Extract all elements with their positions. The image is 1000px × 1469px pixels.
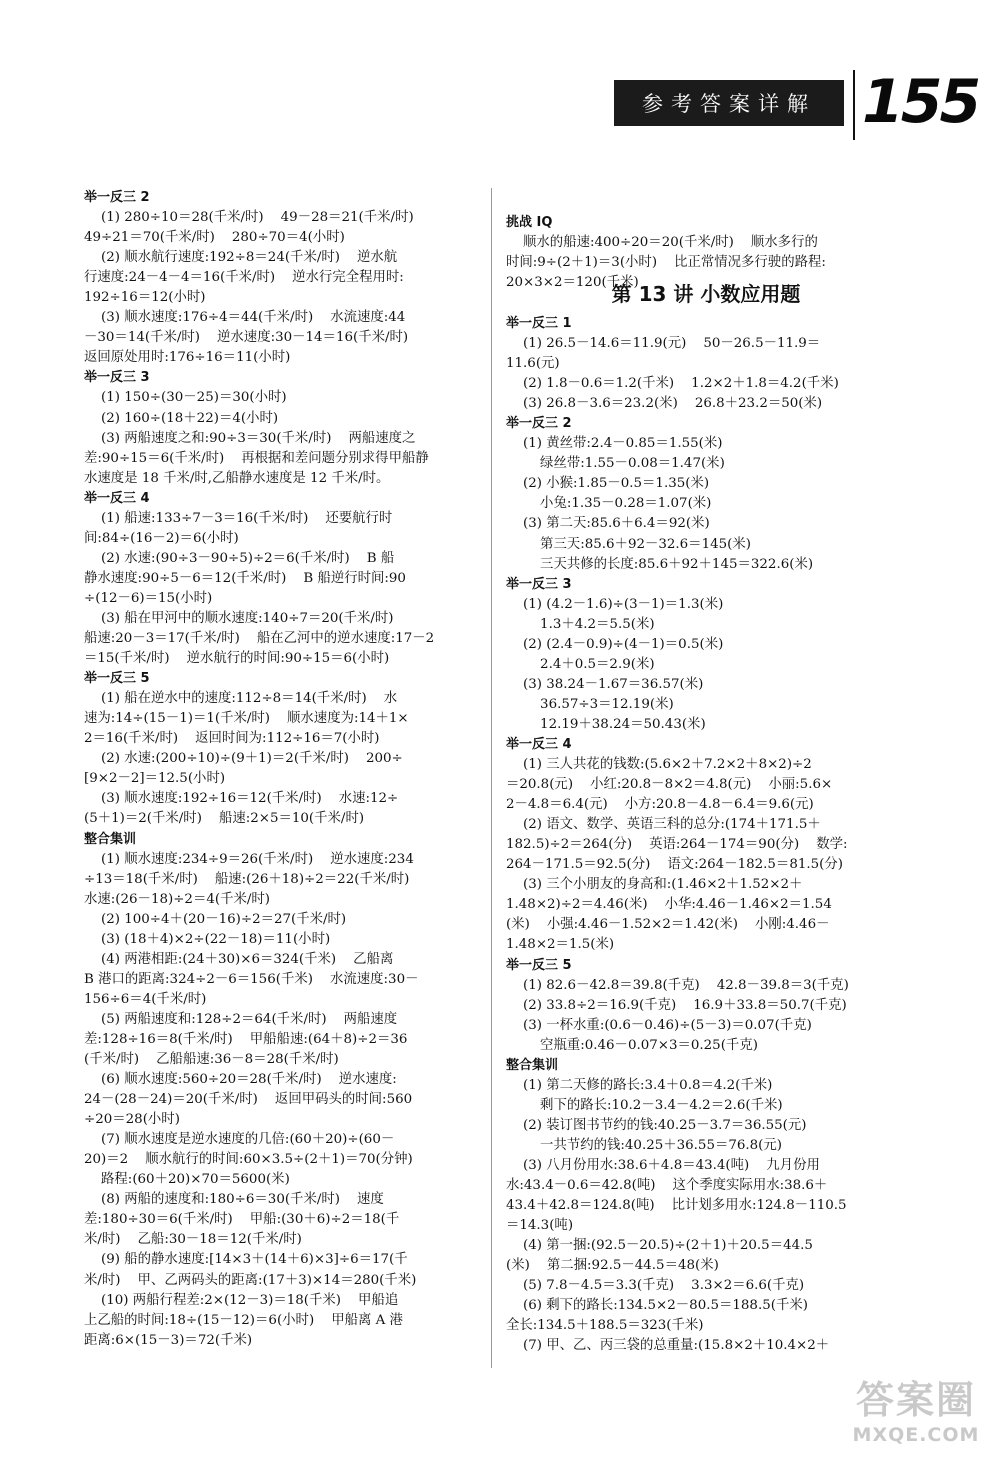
answer-line: ＝20.8(元) 小红:20.8－8×2＝4.8(元) 小丽:5.6× [506, 777, 833, 793]
answer-line: 船速:20－3＝17(千米/时) 船在乙河中的逆水速度:17－2 [84, 631, 435, 647]
answer-line: (米) 第二捆:92.5－44.5＝48(米) [506, 1258, 719, 1274]
answer-line: 空瓶重:0.46－0.07×3＝0.25(千克) [506, 1037, 758, 1053]
section-heading: 整合集训 [84, 831, 137, 847]
answer-line: (6) 剩下的路长:134.5×2－80.5＝188.5(千米) [506, 1298, 808, 1314]
section-heading: 举一反三 2 [84, 190, 150, 205]
answer-line: 20×3×2＝120(千米) [506, 275, 639, 291]
answer-line: 156÷6＝4(千米/时) [84, 991, 207, 1007]
answer-line: 路程:(60＋20)×70＝5600(米) [84, 1172, 290, 1188]
answer-line: (3) 八月份用水:38.6＋4.8＝43.4(吨) 九月份用 [506, 1157, 820, 1173]
answer-line: (1) 第二天修的路长:3.4＋0.8＝4.2(千米) [506, 1077, 773, 1093]
answer-line: 全长:134.5＋188.5＝323(千米) [506, 1318, 704, 1334]
lecture-title: 第 13 讲 小数应用题 [611, 282, 801, 306]
answer-line: (9) 船的静水速度:[14×3＋(14＋6)×3]÷6＝17(千 [84, 1252, 408, 1268]
answer-line: (2) 顺水航行速度:192÷8＝24(千米/时) 逆水航 [84, 250, 398, 266]
answer-line: 2＝16(千米/时) 返回时间为:112÷16＝7(小时) [84, 731, 380, 747]
watermark-url: MXQE.COM [852, 1424, 980, 1446]
answer-line: 返回原处用时:176÷16＝11(小时) [84, 350, 291, 366]
answer-line: (7) 甲、乙、丙三袋的总重量:(15.8×2＋10.4×2＋ [506, 1338, 830, 1354]
answer-line: 时间:9÷(2＋1)＝3(小时) 比正常情况多行驶的路程: [506, 255, 826, 271]
answer-line: 小兔:1.35－0.28＝1.07(米) [506, 496, 712, 512]
section-heading: 举一反三 5 [506, 957, 572, 973]
answer-line: (3) 三个小朋友的身高和:(1.46×2＋1.52×2＋ [506, 877, 803, 893]
section-heading: 举一反三 4 [506, 736, 572, 752]
answer-line: (2) 装订图书节约的钱:40.25－3.7＝36.55(元) [506, 1117, 807, 1133]
answer-line: (6) 顺水速度:560÷20＝28(千米/时) 逆水速度: [84, 1072, 397, 1088]
section-heading: 举一反三 2 [506, 416, 572, 432]
answer-line: (3) 第二天:85.6＋6.4＝92(米) [506, 516, 710, 532]
section-heading: 举一反三 3 [84, 370, 150, 386]
answer-line: (1) 26.5－14.6＝11.9(元) 50－26.5－11.9＝ [506, 336, 821, 352]
answer-line: (10) 两船行程差:2×(12－3)＝18(千米) 甲船追 [84, 1292, 399, 1308]
answer-line: 1.48×2＝1.5(米) [506, 937, 615, 953]
section-heading: 举一反三 5 [84, 671, 150, 687]
answer-line: －30＝14(千米/时) 逆水速度:30－14＝16(千米/时) [84, 330, 409, 346]
answer-line: (7) 顺水速度是逆水速度的几倍:(60＋20)÷(60－ [84, 1132, 395, 1148]
answer-line: (1) (4.2－1.6)÷(3－1)＝1.3(米) [506, 596, 724, 612]
watermark-logo: 答案圈 [855, 1378, 976, 1422]
answer-line: 剩下的路长:10.2－3.4－4.2＝2.6(千米) [506, 1097, 783, 1113]
answer-line: ÷13＝18(千米/时) 船速:(26＋18)÷2＝22(千米/时) [84, 871, 410, 887]
answer-line: 水:43.4－0.6＝42.8(吨) 这个季度实际用水:38.6＋ [506, 1178, 828, 1194]
answer-line: 差:180÷30＝6(千米/时) 甲船:(30＋6)÷2＝18(千 [84, 1212, 400, 1228]
answer-line: (1) 船速:133÷7－3＝16(千米/时) 还要航行时 [84, 510, 393, 526]
answer-line: (5) 7.8－4.5＝3.3(千克) 3.3×2＝6.6(千克) [506, 1278, 805, 1294]
answer-line: ÷(12－6)＝15(小时) [84, 590, 213, 606]
answer-line: (1) 顺水速度:234÷9＝26(千米/时) 逆水速度:234 [84, 851, 414, 867]
answer-line: (5) 两船速度和:128÷2＝64(千米/时) 两船速度 [84, 1011, 398, 1027]
answer-line: 速为:14÷(15－1)＝1(千米/时) 顺水速度为:14＋1× [84, 711, 409, 727]
answer-line: (3) 顺水速度:176÷4＝44(千米/时) 水流速度:44 [84, 310, 406, 326]
answer-line: 264－171.5＝92.5(分) 语文:264－182.5＝81.5(分) [506, 857, 843, 873]
answer-line: 11.6(元) [506, 356, 560, 372]
answer-line: (2) 小猴:1.85－0.5＝1.35(米) [506, 476, 710, 492]
answer-line: 2－4.8＝6.4(元) 小方:20.8－4.8－6.4＝9.6(元) [506, 797, 814, 813]
answer-line: (4) 两港相距:(24＋30)×6＝324(千米) 乙船离 [84, 951, 394, 967]
answer-line: (3) 38.24－1.67＝36.57(米) [506, 676, 704, 692]
answer-line: (3) 两船速度之和:90÷3＝30(千米/时) 两船速度之 [84, 430, 416, 446]
answer-line: 米/时) 乙船:30－18＝12(千米/时) [84, 1232, 302, 1248]
header-divider [853, 70, 855, 140]
answer-line: 静水速度:90÷5－6＝12(千米/时) B 船逆行时间:90 [84, 570, 406, 586]
answer-line: (3) 一杯水重:(0.6－0.46)÷(5－3)＝0.07(千克) [506, 1017, 812, 1033]
answer-line: (1) 三人共花的钱数:(5.6×2＋7.2×2＋8×2)÷2 [506, 757, 812, 773]
answer-line: (2) 160÷(18＋22)＝4(小时) [84, 410, 279, 426]
answer-line: 顺水的船速:400÷20＝20(千米/时) 顺水多行的 [506, 235, 818, 251]
answer-line: 2.4＋0.5＝2.9(米) [506, 656, 655, 672]
answer-line: 差:128÷16＝8(千米/时) 甲船船速:(64＋8)÷2＝36 [84, 1031, 408, 1047]
answer-line: 192÷16＝12(小时) [84, 290, 206, 306]
answer-line: 1.3＋4.2＝5.5(米) [506, 616, 655, 632]
watermark [846, 1376, 986, 1462]
answer-line: (4) 第一捆:(92.5－20.5)÷(2＋1)＋20.5＝44.5 [506, 1238, 813, 1254]
answer-line: ＝14.3(吨) [506, 1218, 574, 1234]
left-column [84, 188, 482, 1351]
answer-line: 绿丝带:1.55－0.08＝1.47(米) [506, 456, 725, 472]
answer-line: 12.19＋38.24＝50.43(米) [506, 716, 706, 732]
answer-line: (2) 1.8－0.6＝1.2(千米) 1.2×2＋1.8＝4.2(千米) [506, 376, 839, 392]
answer-line: 水速:(26－18)÷2＝4(千米/时) [84, 891, 270, 907]
section-heading: 举一反三 1 [506, 316, 572, 331]
answer-line: 行速度:24－4－4＝16(千米/时) 逆水行完全程用时: [84, 270, 404, 286]
answer-line: 上乙船的时间:18÷(15－12)＝6(小时) 甲船离 A 港 [84, 1312, 403, 1328]
answer-line: 49÷21＝70(千米/时) 280÷70＝4(小时) [84, 230, 345, 246]
answer-line: (千米/时) 乙船船速:36－8＝28(千米/时) [84, 1052, 339, 1068]
answer-line: (1) 150÷(30－25)＝30(小时) [84, 390, 287, 406]
answer-line: 一共节约的钱:40.25＋36.55＝76.8(元) [506, 1137, 783, 1153]
section-heading: 挑战 IQ [506, 215, 553, 230]
answer-line: (3) 船在甲河中的顺水速度:140÷7＝20(千米/时) [84, 610, 394, 626]
answer-line: 24－(28－24)＝20(千米/时) 返回甲码头的时间:560 [84, 1092, 413, 1108]
answer-line: (5＋1)＝2(千米/时) 船速:2×5＝10(千米/时) [84, 811, 365, 827]
answer-line: 水速度是 18 千米/时,乙船静水速度是 12 千米/时。 [84, 470, 390, 486]
section-heading: 举一反三 4 [84, 490, 150, 506]
answer-line: (2) 100÷4＋(20－16)÷2＝27(千米/时) [84, 911, 347, 927]
answer-line: (3) 26.8－3.6＝23.2(米) 26.8＋23.2＝50(米) [506, 396, 823, 412]
answer-line: (1) 280÷10＝28(千米/时) 49－28＝21(千米/时) [84, 210, 414, 226]
section-heading: 整合集训 [506, 1057, 559, 1073]
answer-line: 36.57÷3＝12.19(米) [506, 696, 674, 712]
section-label: 参考答案详解 [642, 92, 816, 116]
answer-line: 1.48×2)÷2＝4.46(米) 小华:4.46－1.46×2＝1.54 [506, 897, 832, 913]
answer-line: B 港口的距离:324÷2－6＝156(千米) 水流速度:30－ [84, 971, 419, 987]
column-divider [491, 188, 492, 1368]
answer-line: 间:84÷(16－2)＝6(小时) [84, 530, 239, 546]
answer-line: 三天共修的长度:85.6＋92＋145＝322.6(米) [506, 556, 814, 572]
answer-line: 差:90÷15＝6(千米/时) 再根据和差问题分别求得甲船静 [84, 450, 429, 466]
answer-line: (8) 两船的速度和:180÷6＝30(千米/时) 速度 [84, 1192, 384, 1208]
answer-line: (1) 船在逆水中的速度:112÷8＝14(千米/时) 水 [84, 691, 398, 707]
answer-line: (1) 82.6－42.8＝39.8(千克) 42.8－39.8＝3(千克) [506, 977, 849, 993]
answer-line: ÷20＝28(小时) [84, 1112, 180, 1128]
answer-line: 182.5)÷2＝264(分) 英语:264－174＝90(分) 数学: [506, 837, 848, 853]
answer-line: 20)＝2 顺水航行的时间:60×3.5÷(2＋1)＝70(分钟) [84, 1152, 413, 1168]
right-column-bottom [506, 314, 906, 1356]
answer-line: (2) 语文、数学、英语三科的总分:(174＋171.5＋ [506, 817, 821, 833]
section-heading: 举一反三 3 [506, 576, 572, 592]
answer-line: 43.4＋42.8＝124.8(吨) 比计划多用水:124.8－110.5 [506, 1198, 847, 1214]
section-label-tab [614, 80, 844, 126]
answer-line: (3) 顺水速度:192÷16＝12(千米/时) 水速:12÷ [84, 791, 399, 807]
answer-line: ＝15(千米/时) 逆水航行的时间:90÷15＝6(小时) [84, 651, 390, 667]
answer-line: 距离:6×(15－3)＝72(千米) [84, 1332, 253, 1348]
answer-line: (2) 水速:(200÷10)÷(9＋1)＝2(千米/时) 200÷ [84, 751, 403, 767]
page-number: 155 [862, 67, 979, 137]
answer-line: (2) 水速:(90÷3－90÷5)÷2＝6(千米/时) B 船 [84, 550, 395, 566]
answer-line: (米) 小强:4.46－1.52×2＝1.42(米) 小刚:4.46－ [506, 917, 830, 933]
answer-line: (2) 33.8÷2＝16.9(千克) 16.9＋33.8＝50.7(千克) [506, 997, 847, 1013]
answer-line: 第三天:85.6＋92－32.6＝145(米) [506, 536, 751, 552]
answer-line: [9×2－2]＝12.5(小时) [84, 771, 226, 787]
answer-line: (1) 黄丝带:2.4－0.85＝1.55(米) [506, 436, 723, 452]
answer-line: (2) (2.4－0.9)÷(4－1)＝0.5(米) [506, 636, 724, 652]
answer-line: 米/时) 甲、乙两码头的距离:(17＋3)×14＝280(千米) [84, 1272, 417, 1288]
answer-line: (3) (18＋4)×2÷(22－18)＝11(小时) [84, 931, 331, 947]
